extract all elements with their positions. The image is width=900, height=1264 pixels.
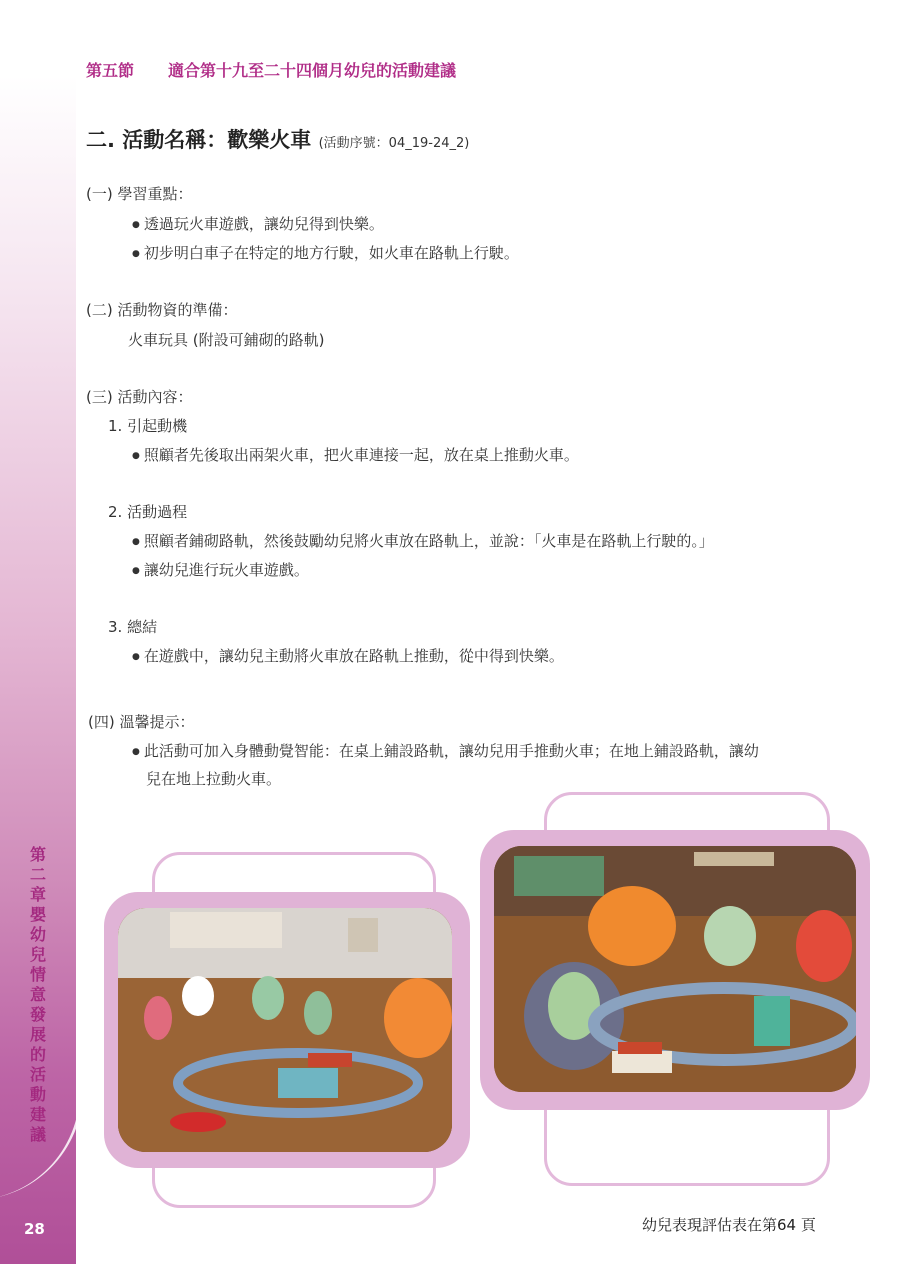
right-activity-photo	[494, 846, 856, 1092]
activity-code: (活動序號：04_19-24_2)	[318, 136, 470, 151]
step1-title: 1. 引起動機	[108, 417, 188, 435]
step3-bullet-1: ● 在遊戲中，讓幼兒主動將火車放在路軌上推動，從中得到快樂。	[132, 645, 564, 666]
step3-title: 3. 總結	[108, 618, 158, 636]
section-title: 適合第十九至二十四個月幼兒的活動建議	[168, 61, 457, 80]
left-activity-photo	[118, 908, 452, 1152]
materials-heading: (二) 活動物資的準備：	[86, 301, 238, 319]
activity-title	[86, 124, 469, 154]
section-header	[86, 58, 456, 81]
tips-heading: (四) 溫馨提示：	[88, 713, 195, 731]
learning-bullet-2: ● 初步明白車子在特定的地方行駛，如火車在路軌上行駛。	[132, 242, 519, 263]
materials-text: 火車玩具 (附設可鋪砌的路軌)	[128, 331, 325, 349]
step2-bullet-1: ● 照顧者鋪砌路軌，然後鼓勵幼兒將火車放在路軌上，並說：「火車是在路軌上行駛的。」	[132, 530, 714, 551]
page-number: 28	[24, 1220, 45, 1238]
learning-bullet-1: ● 透過玩火車遊戲，讓幼兒得到快樂。	[132, 213, 384, 234]
step2-title: 2. 活動過程	[108, 503, 188, 521]
step1-bullet-1: ● 照顧者先後取出兩架火車，把火車連接一起，放在桌上推動火車。	[132, 444, 579, 465]
activity-name: 二. 活動名稱：歡樂火車	[86, 128, 312, 152]
learning-heading: (一) 學習重點：	[86, 185, 193, 203]
section-number: 第五節	[86, 61, 135, 80]
tips-line-2: 兒在地上拉動火車。	[146, 770, 282, 788]
step2-bullet-2: ● 讓幼兒進行玩火車遊戲。	[132, 559, 309, 580]
tips-line-1: ● 此活動可加入身體動覺智能：在桌上鋪設路軌，讓幼兒用手推動火車；在地上鋪設路軌，讓幼	[132, 740, 759, 761]
content-heading: (三) 活動內容：	[86, 388, 193, 406]
assessment-reference: 幼兒表現評估表在第64 頁	[642, 1216, 816, 1234]
chapter-label: 第二章 嬰幼兒情意發展的活動建議	[30, 845, 47, 1144]
